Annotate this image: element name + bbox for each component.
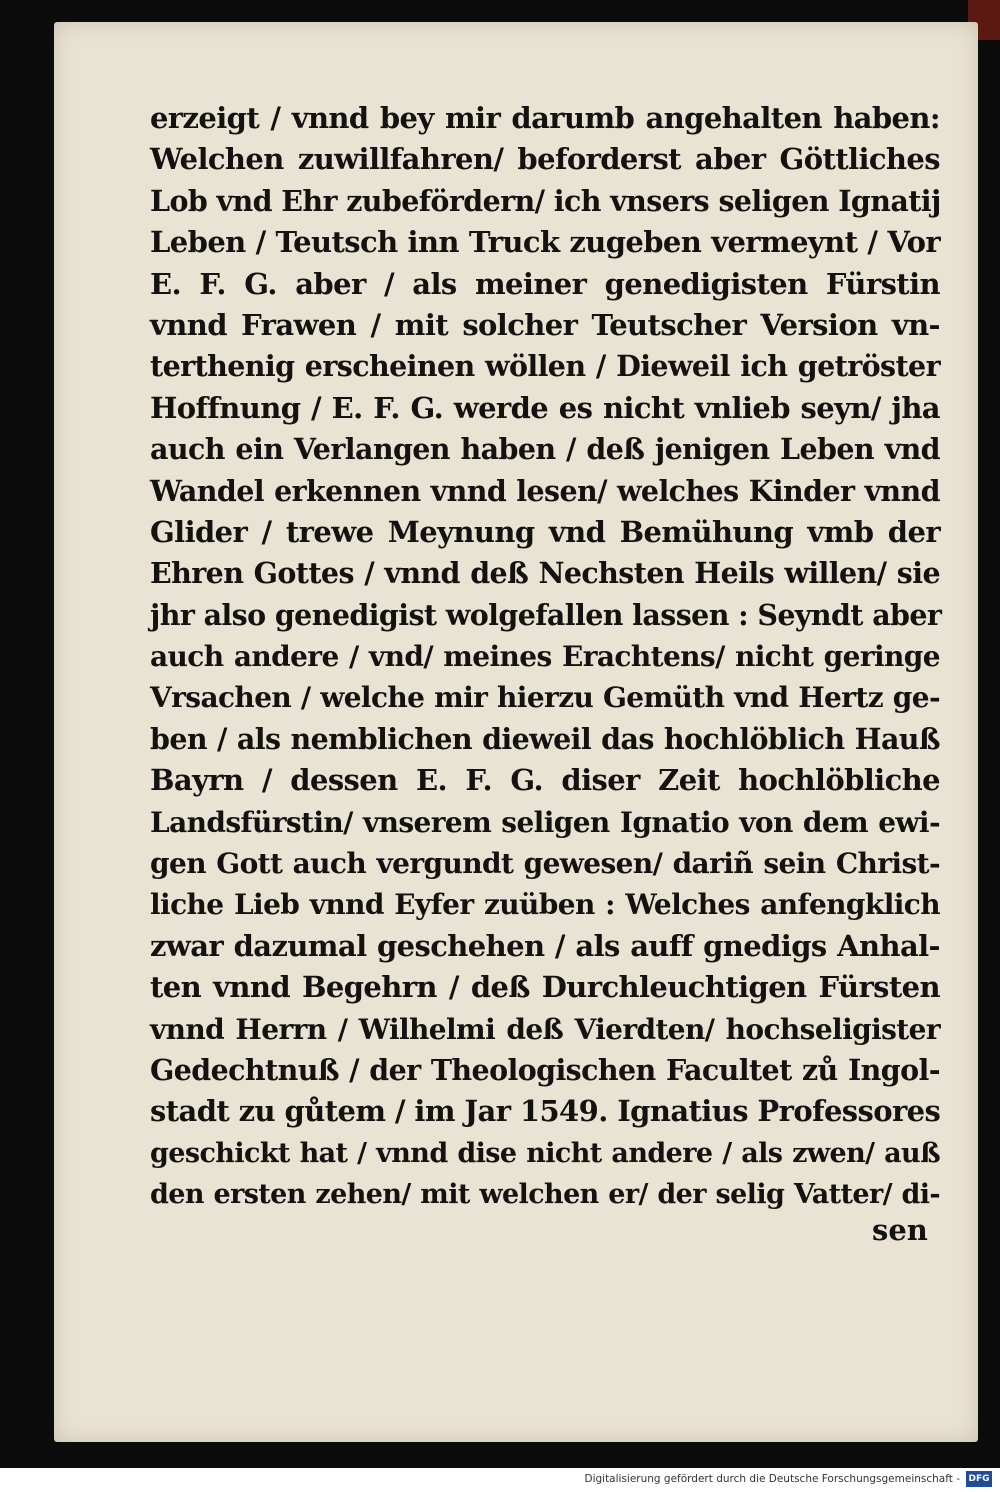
text-line-10: Wandel erkennen vnnd lesen/ welches Kinder vnnd [150, 473, 940, 508]
text-line-9: auch ein Verlangen haben / deß jenigen Leben vnd [150, 432, 940, 467]
text-line-4: Leben / Teutsch inn Truck zugeben vermeynt / Vor [150, 225, 940, 260]
text-line-13: jhr also genedigist wolgefallen lassen : Seyndt aber [150, 597, 942, 632]
footer-credit-text: Digitalisierung gefördert durch die Deutsche Forschungsgemeinschaft - [584, 1473, 960, 1485]
text-line-8: Hoffnung / E. F. G. werde es nicht vnlieb seyn/ jha [150, 390, 940, 425]
body-text [150, 98, 940, 1216]
text-line-1: erzeigt / vnnd bey mir darumb angehalten haben: [150, 101, 940, 135]
text-line-5: E. F. G. aber / als meiner genedigisten Fürstin [150, 266, 940, 301]
text-line-14: auch andere / vnd/ meines Erachtens/ nicht geringe [150, 640, 940, 674]
text-line-3: Lob vnd Ehr zubefördern/ ich vnsers seligen Ignatij [150, 183, 941, 218]
text-line-20: liche Lieb vnnd Eyfer zuüben : Welches anfengklich [150, 888, 940, 922]
text-line-24: Gedechtnuß / der Theologischen Facultet zů Ingol- [150, 1052, 940, 1087]
text-line-15: Vrsachen / welche mir hierzu Gemüth vnd Hertz ge- [150, 681, 940, 715]
text-line-2: Welchen zuwillfahren/ beforderst aber Göttliches [150, 142, 940, 177]
text-line-17: Bayrn / dessen E. F. G. diser Zeit hochlöbliche [150, 763, 940, 798]
text-line-26: geschickt hat / vnnd dise nicht andere / als zwen/ auß [150, 1137, 940, 1169]
footer-bar [0, 1468, 1000, 1492]
text-line-18: Landsfürstin/ vnserem seligen Ignatio von dem ewi- [150, 805, 940, 839]
text-line-6: vnnd Frawen / mit solcher Teutscher Version vn- [150, 307, 940, 342]
text-line-19: gen Gott auch vergundt gewesen/ dariñ sein Christ- [150, 847, 940, 881]
text-line-21: zwar dazumal geschehen / als auff gnedigs Anhal- [150, 928, 940, 963]
text-line-22: ten vnnd Begehrn / deß Durchleuchtigen Fürsten [150, 970, 940, 1005]
text-line-12: Ehren Gottes / vnnd deß Nechsten Heils willen/ sie [150, 556, 940, 591]
text-line-25: stadt zu gůtem / im Jar 1549. Ignatius Professores [150, 1094, 941, 1129]
text-line-11: Glider / trewe Meynung vnd Bemühung vmb der [150, 514, 940, 549]
text-line-27: den ersten zehen/ mit welchen er/ der selig Vatter/ di- [150, 1179, 940, 1211]
text-line-23: vnnd Herrn / Wilhelmi deß Vierdten/ hochseligister [150, 1012, 940, 1046]
catchword: sen [872, 1213, 928, 1247]
text-line-16: ben / als nemblichen dieweil das hochlöblich Hauß [150, 721, 940, 756]
text-line-7: terthenig erscheinen wöllen / Dieweil ich getröster [150, 349, 940, 384]
dfg-logo-icon: DFG [966, 1471, 992, 1487]
